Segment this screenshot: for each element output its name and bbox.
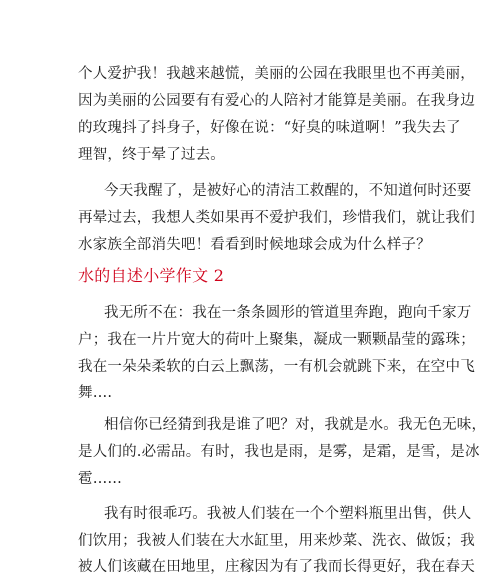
text-line: 因为美丽的公园要有有爱心的人陪衬才能算是美丽。在我身边 <box>78 93 475 109</box>
text-line: 今天我醒了，是被好心的清洁工救醒的，不知道何时还要 <box>104 183 472 199</box>
text-line: 我无所不在：我在一条条圆形的管道里奔跑，跑向千家万 <box>104 305 472 321</box>
text-line: 水家族全部消失吧！看看到时候地球会成为什么样子？ <box>78 237 431 253</box>
section-heading: 水的自述小学作文 2 <box>78 266 225 285</box>
text-line: 我有时很乖巧。我被人们装在一个个塑料瓶里出售，供人 <box>104 506 472 522</box>
text-line: 的玫瑰抖了抖身子，好像在说：“好臭的味道啊！”我失去了 <box>78 120 461 136</box>
text-line: 雹…… <box>78 471 123 487</box>
text-line: 舞…. <box>78 385 113 401</box>
text-line: 是人们的.必需品。有时，我也是雨，是雾，是霜，是雪，是冰 <box>78 444 480 460</box>
text-line: 相信你已经猜到我是谁了吧？对，我就是水。我无色无味， <box>104 417 487 433</box>
text-line: 们饮用；我被人们装在大水缸里，用来炒菜、洗衣、做饭；我 <box>78 533 475 549</box>
text-line: 理智，终于晕了过去。 <box>78 147 225 163</box>
text-line: 个人爱护我！我越来越慌，美丽的公园在我眼里也不再美丽， <box>78 66 475 82</box>
text-line: 再晕过去，我想人类如果再不爱护我们，珍惜我们，就让我们 <box>78 210 475 226</box>
text-line: 我在一朵朵柔软的白云上飘荡，一有机会就跳下来，在空中飞 <box>78 359 475 375</box>
text-line: 户；我在一片片宽大的荷叶上聚集，凝成一颗颗晶莹的露珠； <box>78 332 475 348</box>
text-line: 被人们该藏在田地里，庄稼因为有了我而长得更好，我在春天 <box>78 559 475 575</box>
